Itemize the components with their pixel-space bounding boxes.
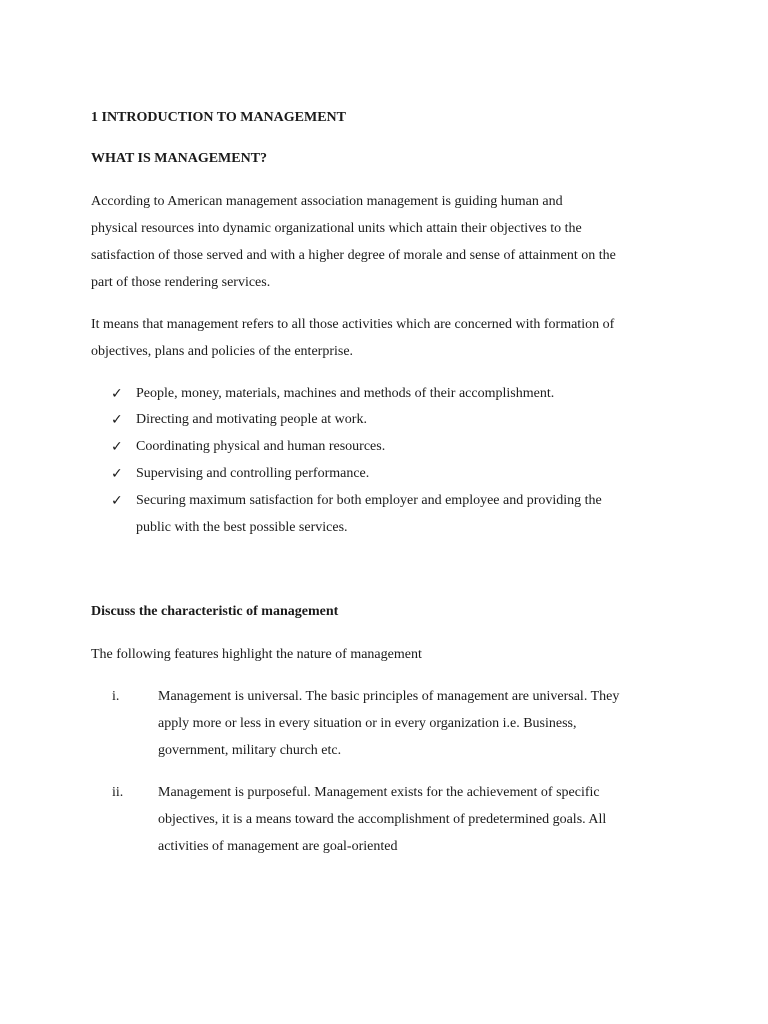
checkmark-icon: ✓ <box>111 466 123 482</box>
checklist-item-text: Supervising and controlling performance. <box>136 466 370 481</box>
item-line: activities of management are goal-oriented <box>158 839 398 854</box>
item-line: objectives, it is a means toward the accomplishment of predetermined goals. All <box>158 812 607 827</box>
item-numeral: i. <box>112 689 120 704</box>
item-line: Management is universal. The basic principles of management are universal. They <box>158 689 620 704</box>
paragraph-line: satisfaction of those served and with a higher degree of morale and sense of attainment on the <box>91 248 616 263</box>
paragraph-line: objectives, plans and policies of the enterprise. <box>91 344 354 359</box>
checkmark-icon: ✓ <box>111 386 123 402</box>
paragraph-line: It means that management refers to all those activities which are concerned with formation of <box>91 317 615 332</box>
checklist-item-text: Directing and motivating people at work. <box>136 412 367 427</box>
characteristics-intro: The following features highlight the nature of management <box>91 647 422 662</box>
item-line: apply more or less in every situation or in every organization i.e. Business, <box>158 716 577 731</box>
section-title: 1 INTRODUCTION TO MANAGEMENT <box>91 110 347 125</box>
paragraph-line: According to American management association management is guiding human and <box>91 194 563 209</box>
checkmark-icon: ✓ <box>111 493 123 509</box>
checkmark-icon: ✓ <box>111 412 123 428</box>
item-numeral: ii. <box>112 785 124 800</box>
checklist-item-text: Securing maximum satisfaction for both employer and employee and providing the <box>136 493 602 508</box>
characteristics-heading: Discuss the characteristic of management <box>91 604 339 619</box>
subheading-what-is-management: WHAT IS MANAGEMENT? <box>91 151 268 166</box>
checklist-item-text: People, money, materials, machines and methods of their accomplishment. <box>136 386 555 401</box>
checklist-item-text: Coordinating physical and human resources. <box>136 439 386 454</box>
checklist-item-text: public with the best possible services. <box>136 520 348 535</box>
paragraph-line: physical resources into dynamic organizational units which attain their objectives to the <box>91 221 582 236</box>
paragraph-line: part of those rendering services. <box>91 275 271 290</box>
item-line: Management is purposeful. Management exists for the achievement of specific <box>158 785 600 800</box>
checkmark-icon: ✓ <box>111 439 123 455</box>
item-line: government, military church etc. <box>158 743 342 758</box>
